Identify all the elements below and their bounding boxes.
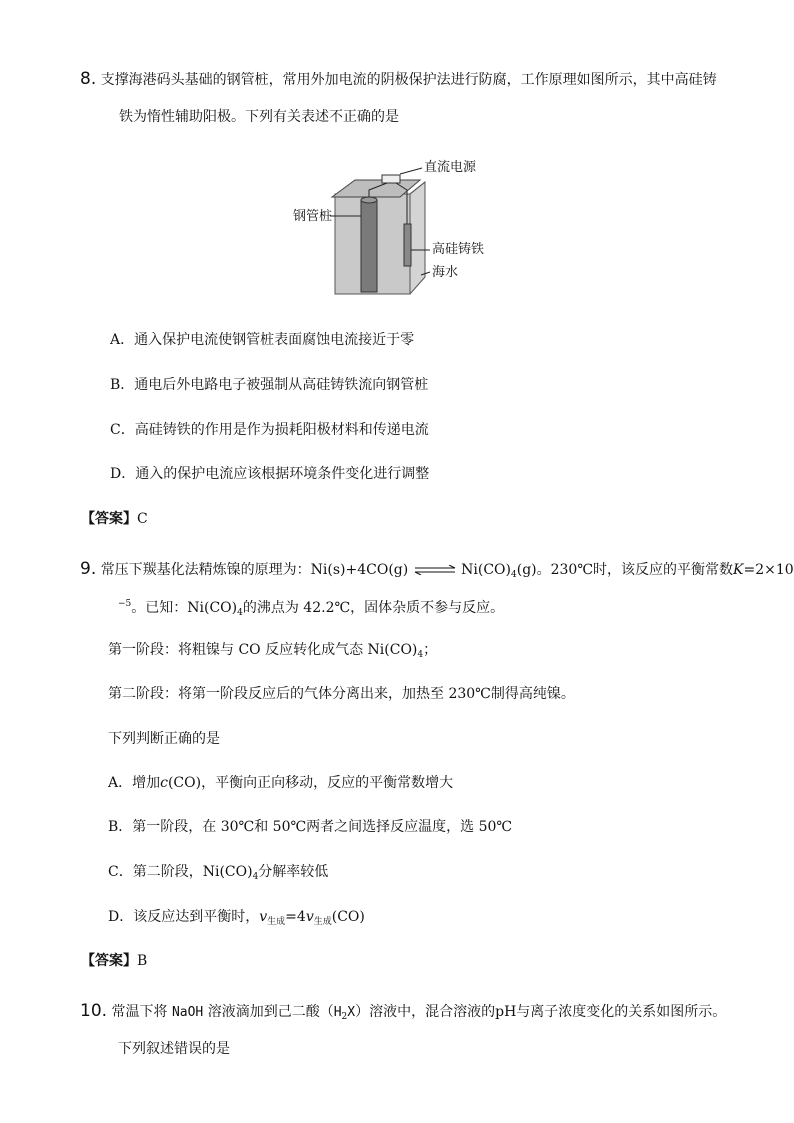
q9-stem-b: Ni(CO) [461,562,511,578]
q9-opt-a-b: (CO)，平衡向正向移动，反应的平衡常数增大 [167,775,454,791]
q9-opt-d-sub2: 生成 [313,917,332,927]
q9-stem2-sub: 4 [237,608,243,618]
q9-number: 9. [80,559,97,579]
q9-option-c [108,862,328,887]
q9-stem-d: =2×10 [743,562,794,578]
q9-opt-d-v2: v [305,909,314,925]
q9-opt-d-mid: =4 [285,909,306,925]
label-seawater: 海水 [432,265,459,280]
q10-number: 10. [80,1001,108,1021]
q10-stem-d: 与离子浓度变化的关系如图所示。 [516,1004,727,1020]
q8-answer-label: 【答案】 [81,511,137,527]
q8-number: 8. [80,69,97,89]
q9-stage1-b: ； [423,642,438,658]
q8-option-d: D．通入的保护电流应该根据环境条件变化进行调整 [110,466,430,482]
q9-opt-a-c: c [160,775,168,791]
q9-line2 [118,594,504,623]
q9-opt-c-sub: 4 [252,872,259,882]
high-silicon-iron [404,224,411,266]
label-steel-pile: 钢管桩 [293,209,333,224]
q10-h2x-h: H [333,1005,342,1020]
label-silicon-iron: 高硅铸铁 [432,242,485,257]
q9-exponent: −5 [118,599,132,609]
q8-stem-line2: 铁为惰性辅助阳极。下列有关表述不正确的是 [119,109,399,125]
dc-power-box [382,175,400,183]
q9-answer-label: 【答案】 [81,953,137,969]
q8-option-b: B．通电后外电路电子被强制从高硅铸铁流向钢管桩 [110,377,429,393]
q8-option-a: A．通入保护电流使钢管桩表面腐蚀电流接近于零 [110,332,415,348]
q10-stem-c: ）溶液中，混合溶液的 [355,1004,496,1020]
q9-opt-c-b: 分解率较低 [258,864,329,880]
q9-opt-d-a: D．该反应达到平衡时， [108,909,260,925]
q9-k-symbol: K [733,562,744,578]
q10-stem-b: 溶液滴加到己二酸（ [207,1004,334,1020]
q9-opt-d-sub1: 生成 [267,917,286,927]
q9-stem2-a: 。已知：Ni(CO) [131,600,238,616]
q9-opt-c-a: C．第二阶段，Ni(CO) [108,864,253,880]
q9-opt-d-v1: v [259,909,268,925]
leader-power [400,168,422,174]
q8-answer [81,509,148,529]
q10-h2x-x: X [347,1005,356,1020]
steel-pile-top [361,197,377,203]
q9-stem-c: (g)。230℃时，该反应的平衡常数 [516,562,734,578]
q9-prompt: 下列判断正确的是 [108,731,220,747]
q9-opt-d-b: (CO) [331,909,365,925]
q9-stem-b-sub: 4 [511,570,517,580]
q8-line1 [80,69,717,90]
q8-stem-line1: 支撑海港码头基础的钢管桩，常用外加电流的阴极保护法进行防腐，工作原理如图所示，其中高硅铸 [100,72,717,88]
steel-pile [361,200,377,292]
q9-option-d [108,907,365,932]
q9-stem2-b: 的沸点为 42.2℃，固体杂质不参与反应。 [242,600,505,616]
q10-naoh: NaOH [171,1005,204,1020]
q10-line1 [80,1001,726,1027]
q9-stage2: 第二阶段：将第一阶段反应后的气体分离出来，加热至 230℃制得高纯镍。 [108,686,575,702]
q9-option-b: B．第一阶段，在 30℃和 50℃两者之间选择反应温度，选 50℃ [108,819,513,835]
q8-answer-value: C [137,511,148,527]
q9-stage1 [108,640,437,665]
q9-answer [81,951,147,971]
q9-stage1-a: 第一阶段：将粗镍与 CO 反应转化成气态 Ni(CO) [108,642,418,658]
q9-answer-value: B [137,953,148,969]
q9-line1 [80,559,794,585]
label-dc-power: 直流电源 [424,160,477,175]
q9-stage1-sub: 4 [417,650,424,660]
q9-stem-a: 常压下羰基化法精炼镍的原理为：Ni(s)+4CO(g) [100,562,409,578]
q9-opt-a-a: A．增加 [108,775,161,791]
q8-option-c: C．高硅铸铁的作用是作为损耗阳极材料和传递电流 [110,422,429,438]
equilibrium-arrow-icon [413,565,457,575]
q9-option-a [108,773,453,793]
cathodic-protection-diagram [290,152,520,302]
q10-h2x-sub: 2 [341,1012,348,1022]
q10-prompt: 下列叙述错误的是 [118,1041,230,1057]
q10-stem-a: 常温下将 [111,1004,168,1020]
q10-ph: pH [495,1004,517,1020]
